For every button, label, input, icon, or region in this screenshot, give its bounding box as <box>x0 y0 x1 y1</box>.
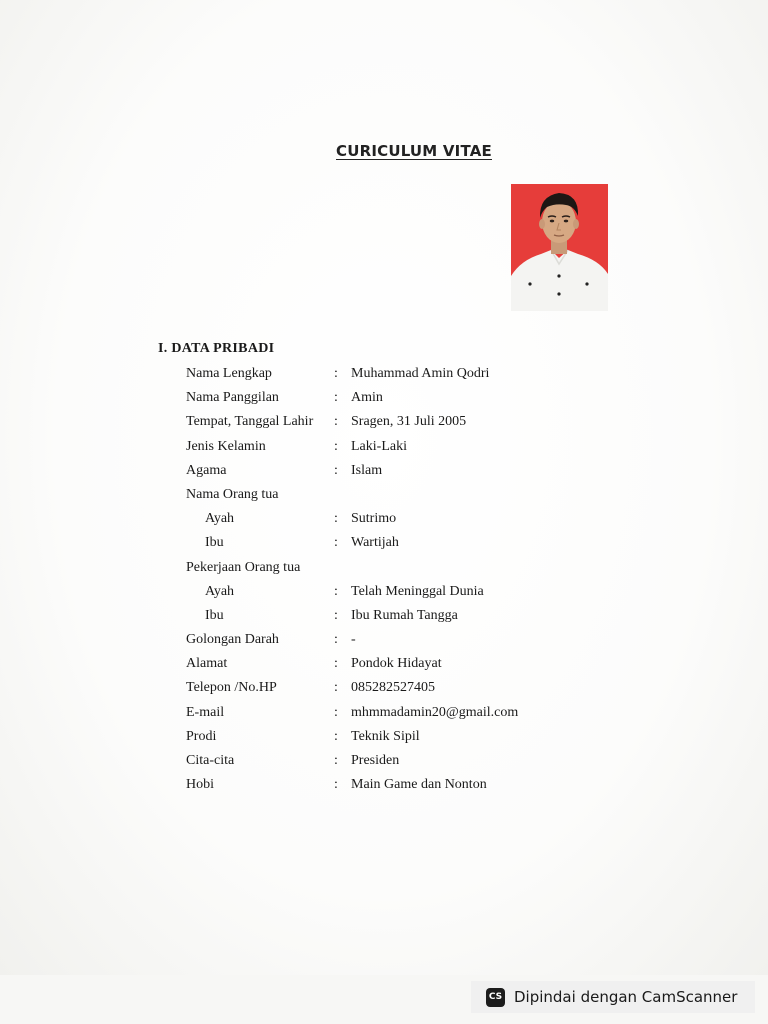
data-row-separator: : <box>334 704 338 720</box>
data-row-value: Main Game dan Nonton <box>351 777 487 793</box>
data-row-separator: : <box>334 680 338 696</box>
data-row-separator: : <box>334 438 338 454</box>
data-row-value: mhmmadamin20@gmail.com <box>351 704 519 720</box>
data-row <box>0 604 768 628</box>
portrait-illustration <box>511 184 608 311</box>
data-row-value: Teknik Sipil <box>351 728 420 744</box>
data-row-value: Sragen, 31 Juli 2005 <box>351 414 467 430</box>
data-row-separator: : <box>334 632 338 648</box>
data-row <box>0 580 768 604</box>
data-row-label: Pekerjaan Orang tua <box>186 559 301 575</box>
data-row-value: Islam <box>351 462 383 478</box>
data-row <box>0 386 768 410</box>
data-row-label: Agama <box>186 462 227 478</box>
data-row-separator: : <box>334 777 338 793</box>
data-row <box>0 628 768 652</box>
data-row-label: E-mail <box>186 704 225 720</box>
data-row-separator: : <box>334 656 338 672</box>
data-row-value: Amin <box>351 390 383 406</box>
data-row <box>0 483 768 507</box>
data-row-value: Muhammad Amin Qodri <box>351 366 490 381</box>
data-row-separator: : <box>334 390 338 406</box>
data-row <box>0 362 768 386</box>
data-row-label: Prodi <box>186 728 217 744</box>
data-row-label: Ibu <box>205 607 224 623</box>
data-row <box>0 701 768 725</box>
camscanner-logo-icon: CS <box>486 988 505 1007</box>
data-row-value: Presiden <box>351 753 400 768</box>
data-row-separator: : <box>334 607 338 623</box>
personal-data-list <box>0 362 768 797</box>
data-row <box>0 676 768 700</box>
data-row-value: - <box>351 632 356 648</box>
data-row <box>0 725 768 749</box>
data-row-value: Pondok Hidayat <box>351 656 442 672</box>
data-row-label: Nama Lengkap <box>186 366 272 381</box>
data-row <box>0 531 768 555</box>
data-row <box>0 435 768 459</box>
data-row-separator: : <box>334 728 338 744</box>
data-row-label: Alamat <box>186 656 228 672</box>
data-row-separator: : <box>334 414 338 430</box>
data-row <box>0 749 768 773</box>
data-row <box>0 410 768 434</box>
data-row-label: Tempat, Tanggal Lahir <box>186 414 314 430</box>
data-row-value: Laki-Laki <box>351 438 407 454</box>
data-row-separator: : <box>334 462 338 478</box>
data-row-label: Golongan Darah <box>186 632 279 648</box>
data-row-label: Nama Orang tua <box>186 486 279 502</box>
data-row-label: Ayah <box>205 583 235 599</box>
data-row-label: Ibu <box>205 535 224 551</box>
data-row-label: Nama Panggilan <box>186 390 279 406</box>
data-row-label: Jenis Kelamin <box>186 438 266 454</box>
camscanner-watermark <box>471 981 755 1013</box>
data-row-separator: : <box>334 366 338 381</box>
data-row-value: Wartijah <box>351 535 399 551</box>
data-row-value: 085282527405 <box>351 680 435 696</box>
data-row-value: Sutrimo <box>351 511 397 527</box>
data-row-label: Ayah <box>205 511 235 527</box>
data-row <box>0 773 768 797</box>
data-row-separator: : <box>334 753 338 768</box>
portrait-photo <box>511 184 608 311</box>
data-row <box>0 459 768 483</box>
data-row-label: Telepon /No.HP <box>186 680 277 696</box>
data-row-label: Hobi <box>186 777 214 793</box>
camscanner-text: Dipindai dengan CamScanner <box>514 988 738 1006</box>
data-row-value: Telah Meninggal Dunia <box>351 583 484 599</box>
document-title: CURICULUM VITAE <box>336 142 492 160</box>
data-row <box>0 556 768 580</box>
data-row-value: Ibu Rumah Tangga <box>351 607 458 623</box>
data-row <box>0 507 768 531</box>
data-row-separator: : <box>334 511 338 527</box>
data-row-separator: : <box>334 535 338 551</box>
section-heading-data-pribadi: I. DATA PRIBADI <box>158 341 275 356</box>
data-row-label: Cita-cita <box>186 753 235 768</box>
data-row-separator: : <box>334 583 338 599</box>
data-row <box>0 652 768 676</box>
